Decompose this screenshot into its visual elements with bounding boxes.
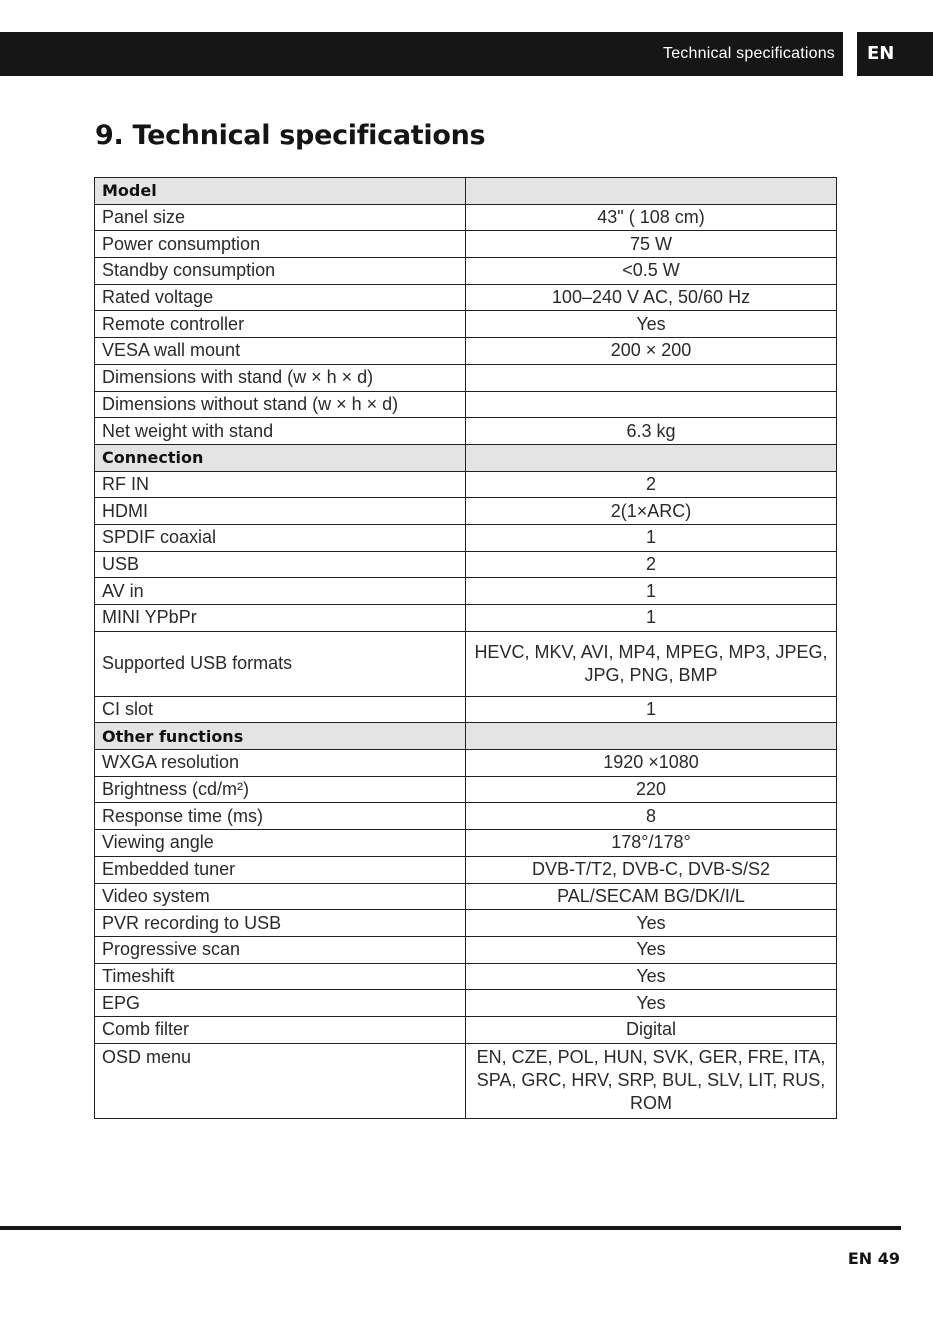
spec-value: 6.3 kg [466, 418, 837, 445]
spec-label: Dimensions with stand (w × h × d) [95, 364, 466, 391]
table-row [95, 910, 837, 937]
spec-value: <0.5 W [466, 258, 837, 285]
spec-value: 220 [466, 776, 837, 803]
table-row [95, 498, 837, 525]
table-row [95, 391, 837, 418]
spec-label: HDMI [95, 498, 466, 525]
spec-table [94, 177, 837, 1119]
spec-label: WXGA resolution [95, 750, 466, 777]
table-row [95, 803, 837, 830]
section-header-row [95, 723, 837, 750]
table-row [95, 1016, 837, 1043]
spec-value: 2(1×ARC) [466, 498, 837, 525]
table-row [95, 284, 837, 311]
spec-label: OSD menu [95, 1043, 466, 1118]
spec-value: 200 × 200 [466, 338, 837, 365]
section-heading: Connection [95, 444, 466, 471]
spec-label: Supported USB formats [95, 631, 466, 696]
table-row [95, 963, 837, 990]
section-header-row [95, 178, 837, 205]
table-row [95, 883, 837, 910]
spec-value: 2 [466, 471, 837, 498]
spec-value: 2 [466, 551, 837, 578]
language-tab [857, 32, 933, 76]
spec-label: Response time (ms) [95, 803, 466, 830]
spec-label: Dimensions without stand (w × h × d) [95, 391, 466, 418]
spec-label: RF IN [95, 471, 466, 498]
spec-label: Standby consumption [95, 258, 466, 285]
spec-label: Video system [95, 883, 466, 910]
spec-value: 1 [466, 696, 837, 723]
table-row [95, 578, 837, 605]
spec-value: HEVC, MKV, AVI, MP4, MPEG, MP3, JPEG, JPG, PNG, BMP [466, 631, 837, 696]
spec-value: 1 [466, 524, 837, 551]
section-heading-empty [466, 723, 837, 750]
spec-label: Remote controller [95, 311, 466, 338]
footer-divider [0, 1226, 901, 1230]
spec-value: 1 [466, 605, 837, 632]
section-heading-empty [466, 178, 837, 205]
table-row [95, 231, 837, 258]
table-row [95, 990, 837, 1017]
spec-value: DVB-T/T2, DVB-C, DVB-S/S2 [466, 856, 837, 883]
table-row [95, 204, 837, 231]
header-bar [0, 32, 843, 76]
spec-label: Rated voltage [95, 284, 466, 311]
spec-value: Yes [466, 936, 837, 963]
table-row [95, 830, 837, 857]
table-row [95, 936, 837, 963]
spec-value: Yes [466, 910, 837, 937]
spec-label: Viewing angle [95, 830, 466, 857]
table-row [95, 750, 837, 777]
spec-value: 75 W [466, 231, 837, 258]
spec-value: PAL/SECAM BG/DK/I/L [466, 883, 837, 910]
spec-value: 100–240 V AC, 50/60 Hz [466, 284, 837, 311]
spec-value: Yes [466, 311, 837, 338]
table-row [95, 471, 837, 498]
table-row [95, 524, 837, 551]
table-row [95, 311, 837, 338]
spec-value: 1920 ×1080 [466, 750, 837, 777]
spec-value [466, 391, 837, 418]
spec-value: 1 [466, 578, 837, 605]
spec-value: Yes [466, 990, 837, 1017]
page-number: EN 49 [847, 1249, 900, 1268]
spec-label: Comb filter [95, 1016, 466, 1043]
table-row [95, 551, 837, 578]
table-row [95, 338, 837, 365]
spec-value: 8 [466, 803, 837, 830]
spec-label: Panel size [95, 204, 466, 231]
section-heading: Other functions [95, 723, 466, 750]
spec-label: Timeshift [95, 963, 466, 990]
table-row [95, 631, 837, 696]
table-row [95, 1043, 837, 1118]
section-heading: Model [95, 178, 466, 205]
spec-label: Power consumption [95, 231, 466, 258]
table-row [95, 364, 837, 391]
spec-value: 43" ( 108 cm) [466, 204, 837, 231]
spec-value: Yes [466, 963, 837, 990]
page-title: 9. Technical specifications [95, 120, 486, 151]
section-header-row [95, 444, 837, 471]
language-label: EN [867, 43, 895, 64]
spec-label: Net weight with stand [95, 418, 466, 445]
header-section-title: Technical specifications [663, 45, 835, 62]
table-row [95, 696, 837, 723]
spec-value: 178°/178° [466, 830, 837, 857]
spec-label: CI slot [95, 696, 466, 723]
spec-label: EPG [95, 990, 466, 1017]
spec-label: Progressive scan [95, 936, 466, 963]
spec-label: PVR recording to USB [95, 910, 466, 937]
spec-label: AV in [95, 578, 466, 605]
table-row [95, 258, 837, 285]
section-heading-empty [466, 444, 837, 471]
table-row [95, 605, 837, 632]
spec-value [466, 364, 837, 391]
table-row [95, 418, 837, 445]
table-row [95, 856, 837, 883]
spec-label: SPDIF coaxial [95, 524, 466, 551]
table-row [95, 776, 837, 803]
spec-label: MINI YPbPr [95, 605, 466, 632]
spec-label: USB [95, 551, 466, 578]
spec-value: EN, CZE, POL, HUN, SVK, GER, FRE, ITA, SPA, GRC, HRV, SRP, BUL, SLV, LIT, RUS, ROM [466, 1043, 837, 1118]
spec-label: Brightness (cd/m²) [95, 776, 466, 803]
spec-value: Digital [466, 1016, 837, 1043]
spec-label: VESA wall mount [95, 338, 466, 365]
spec-label: Embedded tuner [95, 856, 466, 883]
